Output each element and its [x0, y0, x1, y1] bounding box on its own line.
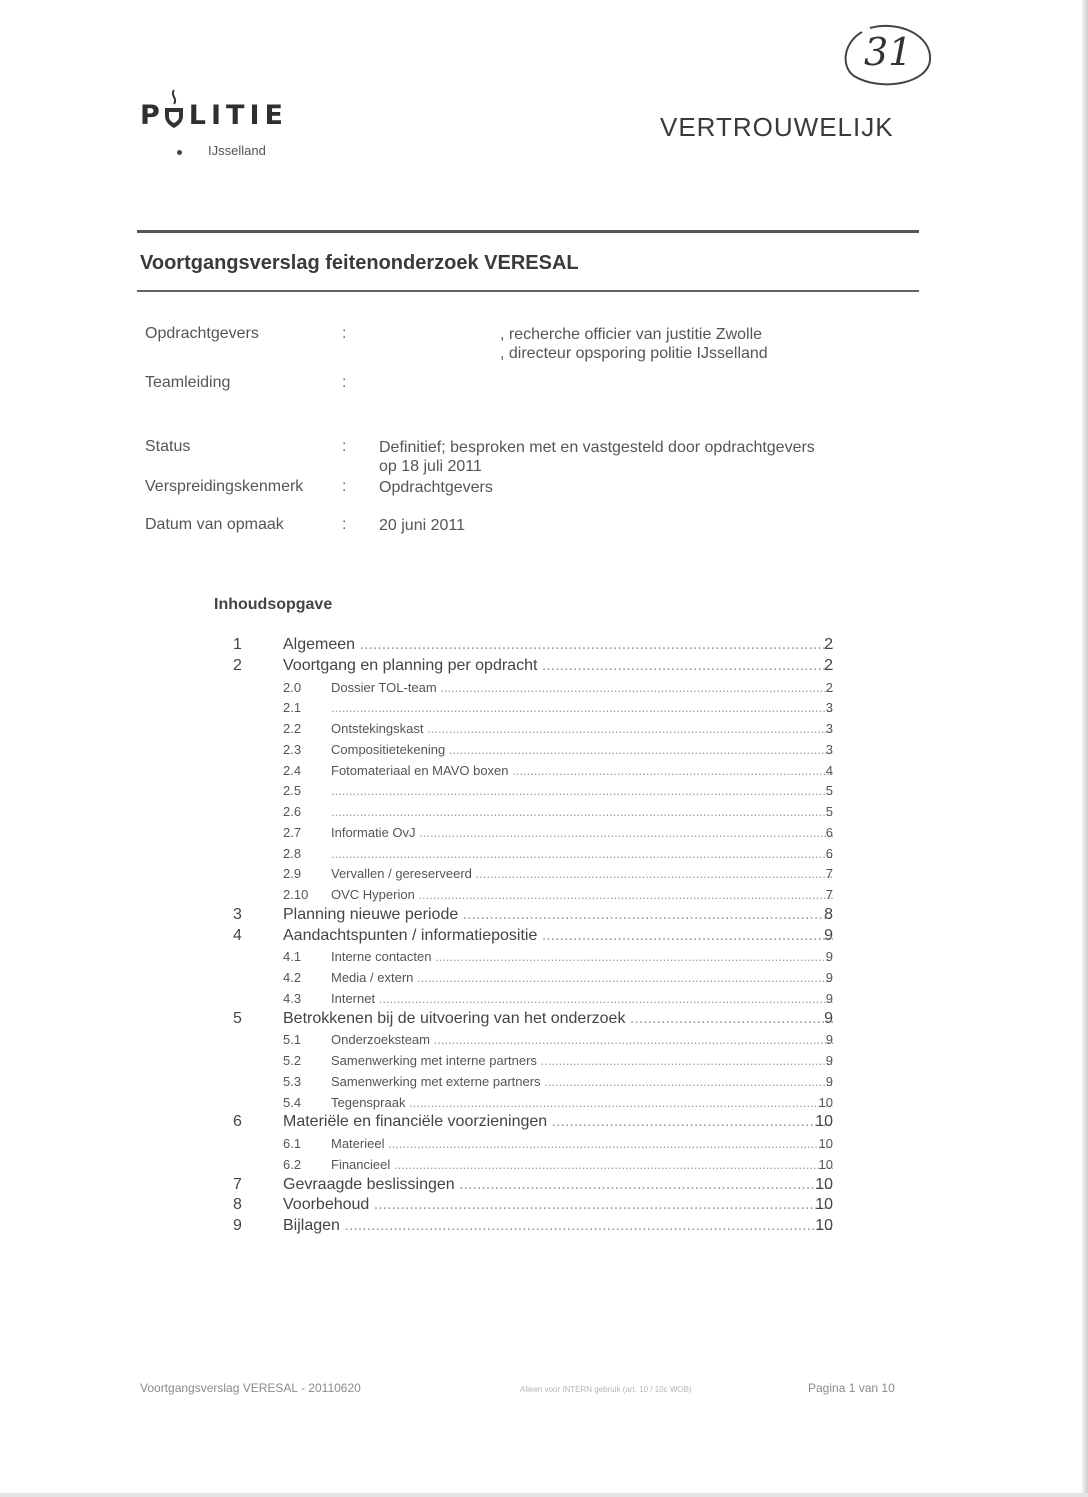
toc-entry-label [331, 846, 833, 861]
toc-entry-label [331, 804, 833, 819]
toc-entry-label: Aandachtspunten / informatiepositie ..... [283, 927, 833, 945]
toc-entry-label: Bijlagen ..... [283, 1217, 833, 1235]
toc-page-number: 2 [824, 636, 833, 653]
datum-value: 20 juni 2011 [379, 517, 465, 534]
toc-section-row [0, 989, 1088, 1009]
toc-section-number: 5.1 [283, 1032, 302, 1047]
toc-section-row [0, 698, 1088, 718]
police-emblem-icon [162, 88, 186, 130]
toc-entry-label: Ontstekingskast ..... [331, 721, 833, 736]
toc-section-row [0, 678, 1088, 698]
toc-heading: Inhoudsopgave [214, 596, 333, 613]
logo-region: IJsselland [208, 143, 266, 158]
toc-page-number: 10 [815, 1196, 833, 1213]
opdrachtgevers-line1: , recherche officier van justitie Zwolle [500, 326, 763, 343]
politie-logo [140, 88, 340, 168]
toc-chapter-row [0, 927, 1088, 947]
toc-section-row [0, 1051, 1088, 1071]
toc-entry-label: OVC Hyperion ..... [331, 887, 833, 902]
title-top-rule [137, 230, 919, 233]
toc-section-row [0, 1134, 1088, 1154]
toc-entry-label: Fotomateriaal en MAVO boxen ..... [331, 763, 833, 778]
toc-section-row [0, 864, 1088, 884]
toc-section-number: 2.9 [283, 866, 302, 881]
footer-page-number: Pagina 1 van 10 [808, 1381, 895, 1395]
toc-page-number: 7 [825, 866, 833, 881]
colon: : [342, 438, 347, 455]
opdrachtgevers-line2: , directeur opsporing politie IJsselland [500, 345, 768, 362]
toc-chapter-row [0, 657, 1088, 677]
toc-section-row [0, 1072, 1088, 1092]
toc-page-number: 10 [818, 1095, 833, 1110]
toc-chapter-row [0, 1196, 1088, 1216]
toc-entry-label [331, 700, 833, 715]
toc-entry-label [331, 783, 833, 798]
toc-entry-label: Media / extern ..... [331, 970, 833, 985]
toc-page-number: 2 [825, 680, 833, 695]
toc-chapter-number: 7 [233, 1176, 242, 1193]
toc-entry-label: Materieel ..... [331, 1136, 833, 1151]
toc-chapter-number: 3 [233, 906, 242, 923]
colon: : [342, 478, 347, 495]
toc-section-row [0, 740, 1088, 760]
stamp-number: 31 [864, 30, 913, 74]
toc-entry-label: Dossier TOL-team ..... [331, 680, 833, 695]
toc-section-number: 2.4 [283, 763, 302, 778]
toc-page-number: 10 [815, 1113, 833, 1130]
toc-entry-label: Financieel ..... [331, 1157, 833, 1172]
toc-section-row [0, 1155, 1088, 1175]
logo-bullet [177, 150, 182, 155]
toc-section-row [0, 719, 1088, 739]
toc-page-number: 9 [825, 991, 833, 1006]
toc-page-number: 5 [825, 804, 833, 819]
toc-entry-label: Informatie OvJ ..... [331, 825, 833, 840]
toc-page-number: 6 [825, 846, 833, 861]
toc-entry-label: Betrokkenen bij de uitvoering van het onderzoek ..... [283, 1010, 833, 1028]
toc-section-number: 5.4 [283, 1095, 302, 1110]
toc-page-number: 9 [824, 1010, 833, 1027]
toc-section-number: 2.6 [283, 804, 302, 819]
toc-section-number: 2.3 [283, 742, 302, 757]
toc-page-number: 10 [818, 1136, 833, 1151]
toc-section-row [0, 823, 1088, 843]
teamleiding-label: Teamleiding [145, 374, 231, 391]
toc-section-number: 6.2 [283, 1157, 302, 1172]
status-line2: op 18 juli 2011 [379, 458, 482, 475]
verspreiding-value: Opdrachtgevers [379, 479, 493, 496]
toc-page-number: 5 [825, 783, 833, 798]
title-bottom-rule [137, 290, 919, 292]
toc-section-row [0, 968, 1088, 988]
toc-entry-label: Voorbehoud ..... [283, 1196, 833, 1214]
toc-page-number: 8 [824, 906, 833, 923]
toc-entry-label: Gevraagde beslissingen ..... [283, 1176, 833, 1194]
footer-classification-note: Alleen voor INTERN gebruik (art. 10 / 10c WOB) [520, 1385, 692, 1394]
toc-entry-label: Algemeen ..... [283, 636, 833, 654]
classification-label: VERTROUWELIJK [660, 112, 894, 142]
toc-entry-label: Compositietekening ..... [331, 742, 833, 757]
footer-document-name: Voortgangsverslag VERESAL - 20110620 [140, 1381, 361, 1395]
toc-section-row [0, 844, 1088, 864]
toc-entry-label: Tegenspraak ..... [331, 1095, 833, 1110]
colon: : [342, 374, 347, 391]
toc-entry-label: Planning nieuwe periode ..... [283, 906, 833, 924]
toc-chapter-number: 8 [233, 1196, 242, 1213]
toc-section-row [0, 1030, 1088, 1050]
toc-page-number: 9 [825, 1074, 833, 1089]
toc-entry-label: Samenwerking met externe partners ..... [331, 1074, 833, 1089]
colon: : [342, 325, 347, 342]
toc-section-row [0, 947, 1088, 967]
toc-page-number: 10 [815, 1217, 833, 1234]
toc-page-number: 4 [825, 763, 833, 778]
toc-chapter-number: 9 [233, 1217, 242, 1234]
toc-chapter-row [0, 1010, 1088, 1030]
colon: : [342, 516, 347, 533]
toc-section-number: 5.2 [283, 1053, 302, 1068]
toc-section-number: 4.2 [283, 970, 302, 985]
logo-text-left: P [140, 100, 165, 131]
toc-page-number: 3 [825, 721, 833, 736]
toc-chapter-row [0, 1176, 1088, 1196]
toc-chapter-number: 2 [233, 657, 242, 674]
toc-page-number: 7 [825, 887, 833, 902]
toc-section-number: 2.10 [283, 887, 309, 902]
scan-edge-bottom [0, 1493, 1088, 1497]
toc-page-number: 9 [825, 1032, 833, 1047]
toc-entry-label: Onderzoeksteam ..... [331, 1032, 833, 1047]
toc-chapter-row [0, 1113, 1088, 1133]
toc-chapter-row [0, 636, 1088, 656]
toc-section-row [0, 781, 1088, 801]
toc-page-number: 10 [815, 1176, 833, 1193]
toc-chapter-number: 6 [233, 1113, 242, 1130]
toc-page-number: 2 [824, 657, 833, 674]
toc-page-number: 6 [825, 825, 833, 840]
verspreiding-label: Verspreidingskenmerk [145, 478, 304, 495]
status-line1: Definitief; besproken met en vastgesteld door opdrachtgevers [379, 439, 815, 456]
toc-chapter-number: 4 [233, 927, 242, 944]
toc-entry-label: Materiële en financiële voorzieningen ..... [283, 1113, 833, 1131]
toc-page-number: 3 [825, 742, 833, 757]
toc-chapter-number: 1 [233, 636, 242, 653]
toc-entry-label: Internet ..... [331, 991, 833, 1006]
toc-section-number: 2.2 [283, 721, 302, 736]
toc-section-row [0, 885, 1088, 905]
logo-text-right: LITIE [188, 100, 288, 131]
toc-entry-label: Interne contacten ..... [331, 949, 833, 964]
toc-section-number: 2.1 [283, 700, 302, 715]
toc-page-number: 9 [825, 970, 833, 985]
toc-section-number: 4.1 [283, 949, 302, 964]
toc-chapter-row [0, 1217, 1088, 1237]
toc-section-number: 2.8 [283, 846, 302, 861]
toc-entry-label: Voortgang en planning per opdracht ..... [283, 657, 833, 675]
toc-page-number: 9 [824, 927, 833, 944]
toc-chapter-row [0, 906, 1088, 926]
toc-entry-label: Vervallen / gereserveerd ..... [331, 866, 833, 881]
toc-section-row [0, 802, 1088, 822]
toc-section-number: 2.7 [283, 825, 302, 840]
toc-section-number: 2.0 [283, 680, 302, 695]
datum-label: Datum van opmaak [145, 516, 284, 533]
toc-chapter-number: 5 [233, 1010, 242, 1027]
toc-page-number: 9 [825, 949, 833, 964]
toc-section-number: 4.3 [283, 991, 302, 1006]
toc-section-row [0, 1093, 1088, 1113]
toc-page-number: 9 [825, 1053, 833, 1068]
status-label: Status [145, 438, 191, 455]
handwritten-number-stamp [840, 22, 936, 92]
toc-section-row [0, 761, 1088, 781]
opdrachtgevers-label: Opdrachtgevers [145, 325, 259, 342]
toc-section-number: 2.5 [283, 783, 302, 798]
toc-entry-label: Samenwerking met interne partners ..... [331, 1053, 833, 1068]
toc-section-number: 5.3 [283, 1074, 302, 1089]
toc-page-number: 10 [818, 1157, 833, 1172]
toc-section-number: 6.1 [283, 1136, 302, 1151]
toc-page-number: 3 [825, 700, 833, 715]
document-title: Voortgangsverslag feitenonderzoek VERESAL [140, 252, 579, 274]
